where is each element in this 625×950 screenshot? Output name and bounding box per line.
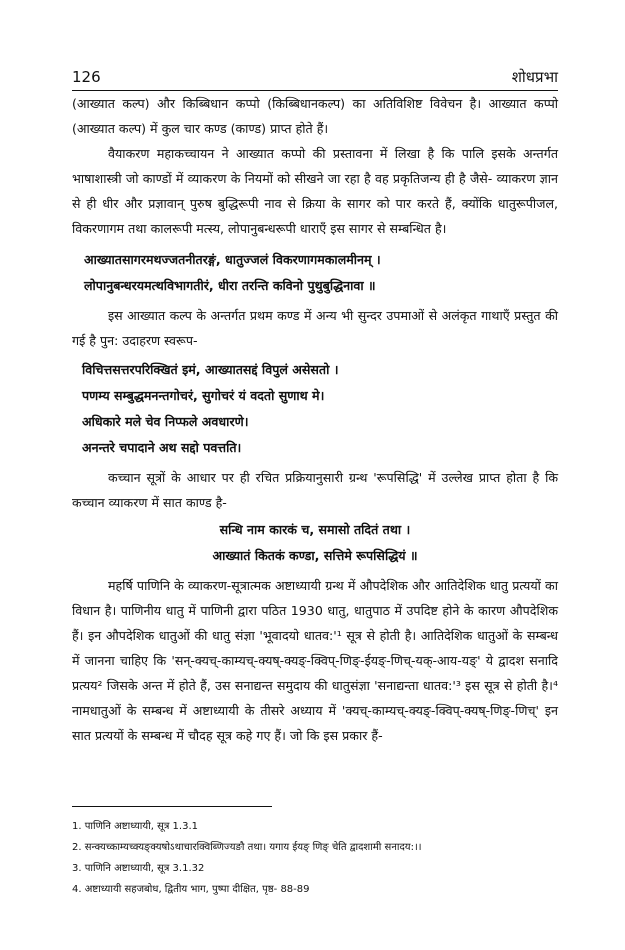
verse-line: आख्यातसागरमथज्जतनीतरङ्गं, धातुज्जलं विकरणागमकालमीनम् । [84,252,381,267]
verse-line: लोपानुबन्धरयमत्थविभागतीरं, धीरा तरन्ति कविनो पुथुबुद्धिनावा ॥ [84,278,376,293]
verse-line: सन्धि नाम कारकं च, समासो तदितं तथा । [219,522,411,537]
page-number: 126 [72,68,101,86]
verse-block-3 [72,517,558,569]
verse-line: विचित्तसत्तरपरिक्खितं इमं, आख्यातसद्दं विपुलं असेसतो । [82,362,339,377]
verse-line: अधिकारे मले चेव निप्फले अवधारणे। [82,414,249,429]
journal-title: शोधप्रभा [511,68,558,86]
footnote-3: 3. पाणिनि अष्टाध्यायी, सूत्र 3.1.32 [72,863,205,874]
footnotes [72,816,558,900]
paragraph-5: महर्षि पाणिनि के व्याकरण-सूत्रात्मक अष्टाध्यायी ग्रन्थ में औपदेशिक और आतिदेशिक धातु प्रत्ययों का विधान है। पाणिनीय धातु में पाणिनी द्वारा पठित 1930 धातु, धातुपाठ में उपदिष्ट होने के कारण औपदेशिक हैं। इन औपदेशिक धातुओं की धातु संज्ञा 'भूवादयो धातव:'¹ सूत्र से होती है। आतिदेशिक धातुओं के सम्बन्ध में जानना चाहिए कि 'सन्-क्यच्-काम्यच्-क्यष्-क्यङ्-क्विप्-णिङ्-ईयङ्-णिच्-यक्-आय-यङ्' ये द्वादश सनादि प्रत्यय² जिसके अन्त में होते हैं, उस सनाद्यन्त समुदाय की धातुसंज्ञा 'सनाद्यन्ता धातव:'³ इस सूत्र से होती है।⁴ नामधातुओं के सम्बन्ध में अष्टाध्यायी के तीसरे अध्याय में 'क्यच्-काम्यच्-क्यङ्-क्विप्-क्यष्-णिङ्-णिच्' इन सात प्रत्ययों के सम्बन्ध में चौदह सूत्र कहे गए हैं। जो कि इस प्रकार हैं- [72,578,558,743]
running-header [72,68,558,91]
footnote-divider [72,806,272,807]
paragraph-3: इस आख्यात कल्प के अन्तर्गत प्रथम कण्ड में अन्य भी सुन्दर उपमाओं से अलंकृत गाथाएँ प्रस्तुत की गई है पुन: उदाहरण स्वरूप- [72,308,558,348]
verse-line: आख्यातं कितकं कण्डा, सत्तिमे रूपसिद्धियं ॥ [212,548,418,563]
footnote-2: 2. सन्क्यच्काम्यच्क्यङ्क्यषोऽथाचारक्विब्णिज्यङौ तथा। यगाय ईयङ् णिङ् चेति द्वादशामी सनादय:।। [72,842,422,853]
paragraph-2: वैयाकरण महाकच्चायन ने आख्यात कप्पो की प्रस्तावना में लिखा है कि पालि इसके अन्तर्गत भाषाशास्त्री जो काण्डों में व्याकरण के नियमों को सीखने जा रहा है वह प्रकृतिजन्य ही है जैसे- व्याकरण ज्ञान से ही धीर और प्रज्ञावान् पुरुष बुद्धिरूपी नाव से क्रिया के सागर को पार करते हैं, क्योंकि धातुरूपीजल, विकरणागम तथा कालरूपी मत्स्य, लोपानुबन्धरूपी धाराएँ इस सागर से सम्बन्धित है। [72,146,558,236]
page-content [72,68,558,895]
paragraph-1: (आख्यात कल्प) और किब्बिधान कप्पो (किब्बिधानकल्प) का अतिविशिष्ट विवेचन है। आख्यात कप्पो (आख्यात कल्प) में कुल चार कण्ड (काण्ड) प्राप्त होते हैं। [72,96,558,136]
footnote-1: 1. पाणिनि अष्टाध्यायी, सूत्र 1.3.1 [72,821,198,832]
verse-line: अनन्तरे चपादाने अथ सद्दो पवत्तति। [82,440,242,455]
paragraph-4: कच्चान सूत्रों के आधार पर ही रचित प्रक्रियानुसारी ग्रन्थ 'रूपसिद्धि' में उल्लेख प्राप्त होता है कि कच्चान व्याकरण में सात काण्ड है- [72,470,558,510]
verse-block-2 [72,357,558,461]
verse-block-1 [72,247,558,299]
verse-line: पणम्य सम्बुद्धमनन्तगोचरं, सुगोचरं यं वदतो सुणाथ मे। [82,388,325,403]
footnote-4: 4. अष्टाध्यायी सहजबोध, द्वितीय भाग, पुष्पा दीक्षित, पृष्ठ- 88-89 [72,884,310,895]
